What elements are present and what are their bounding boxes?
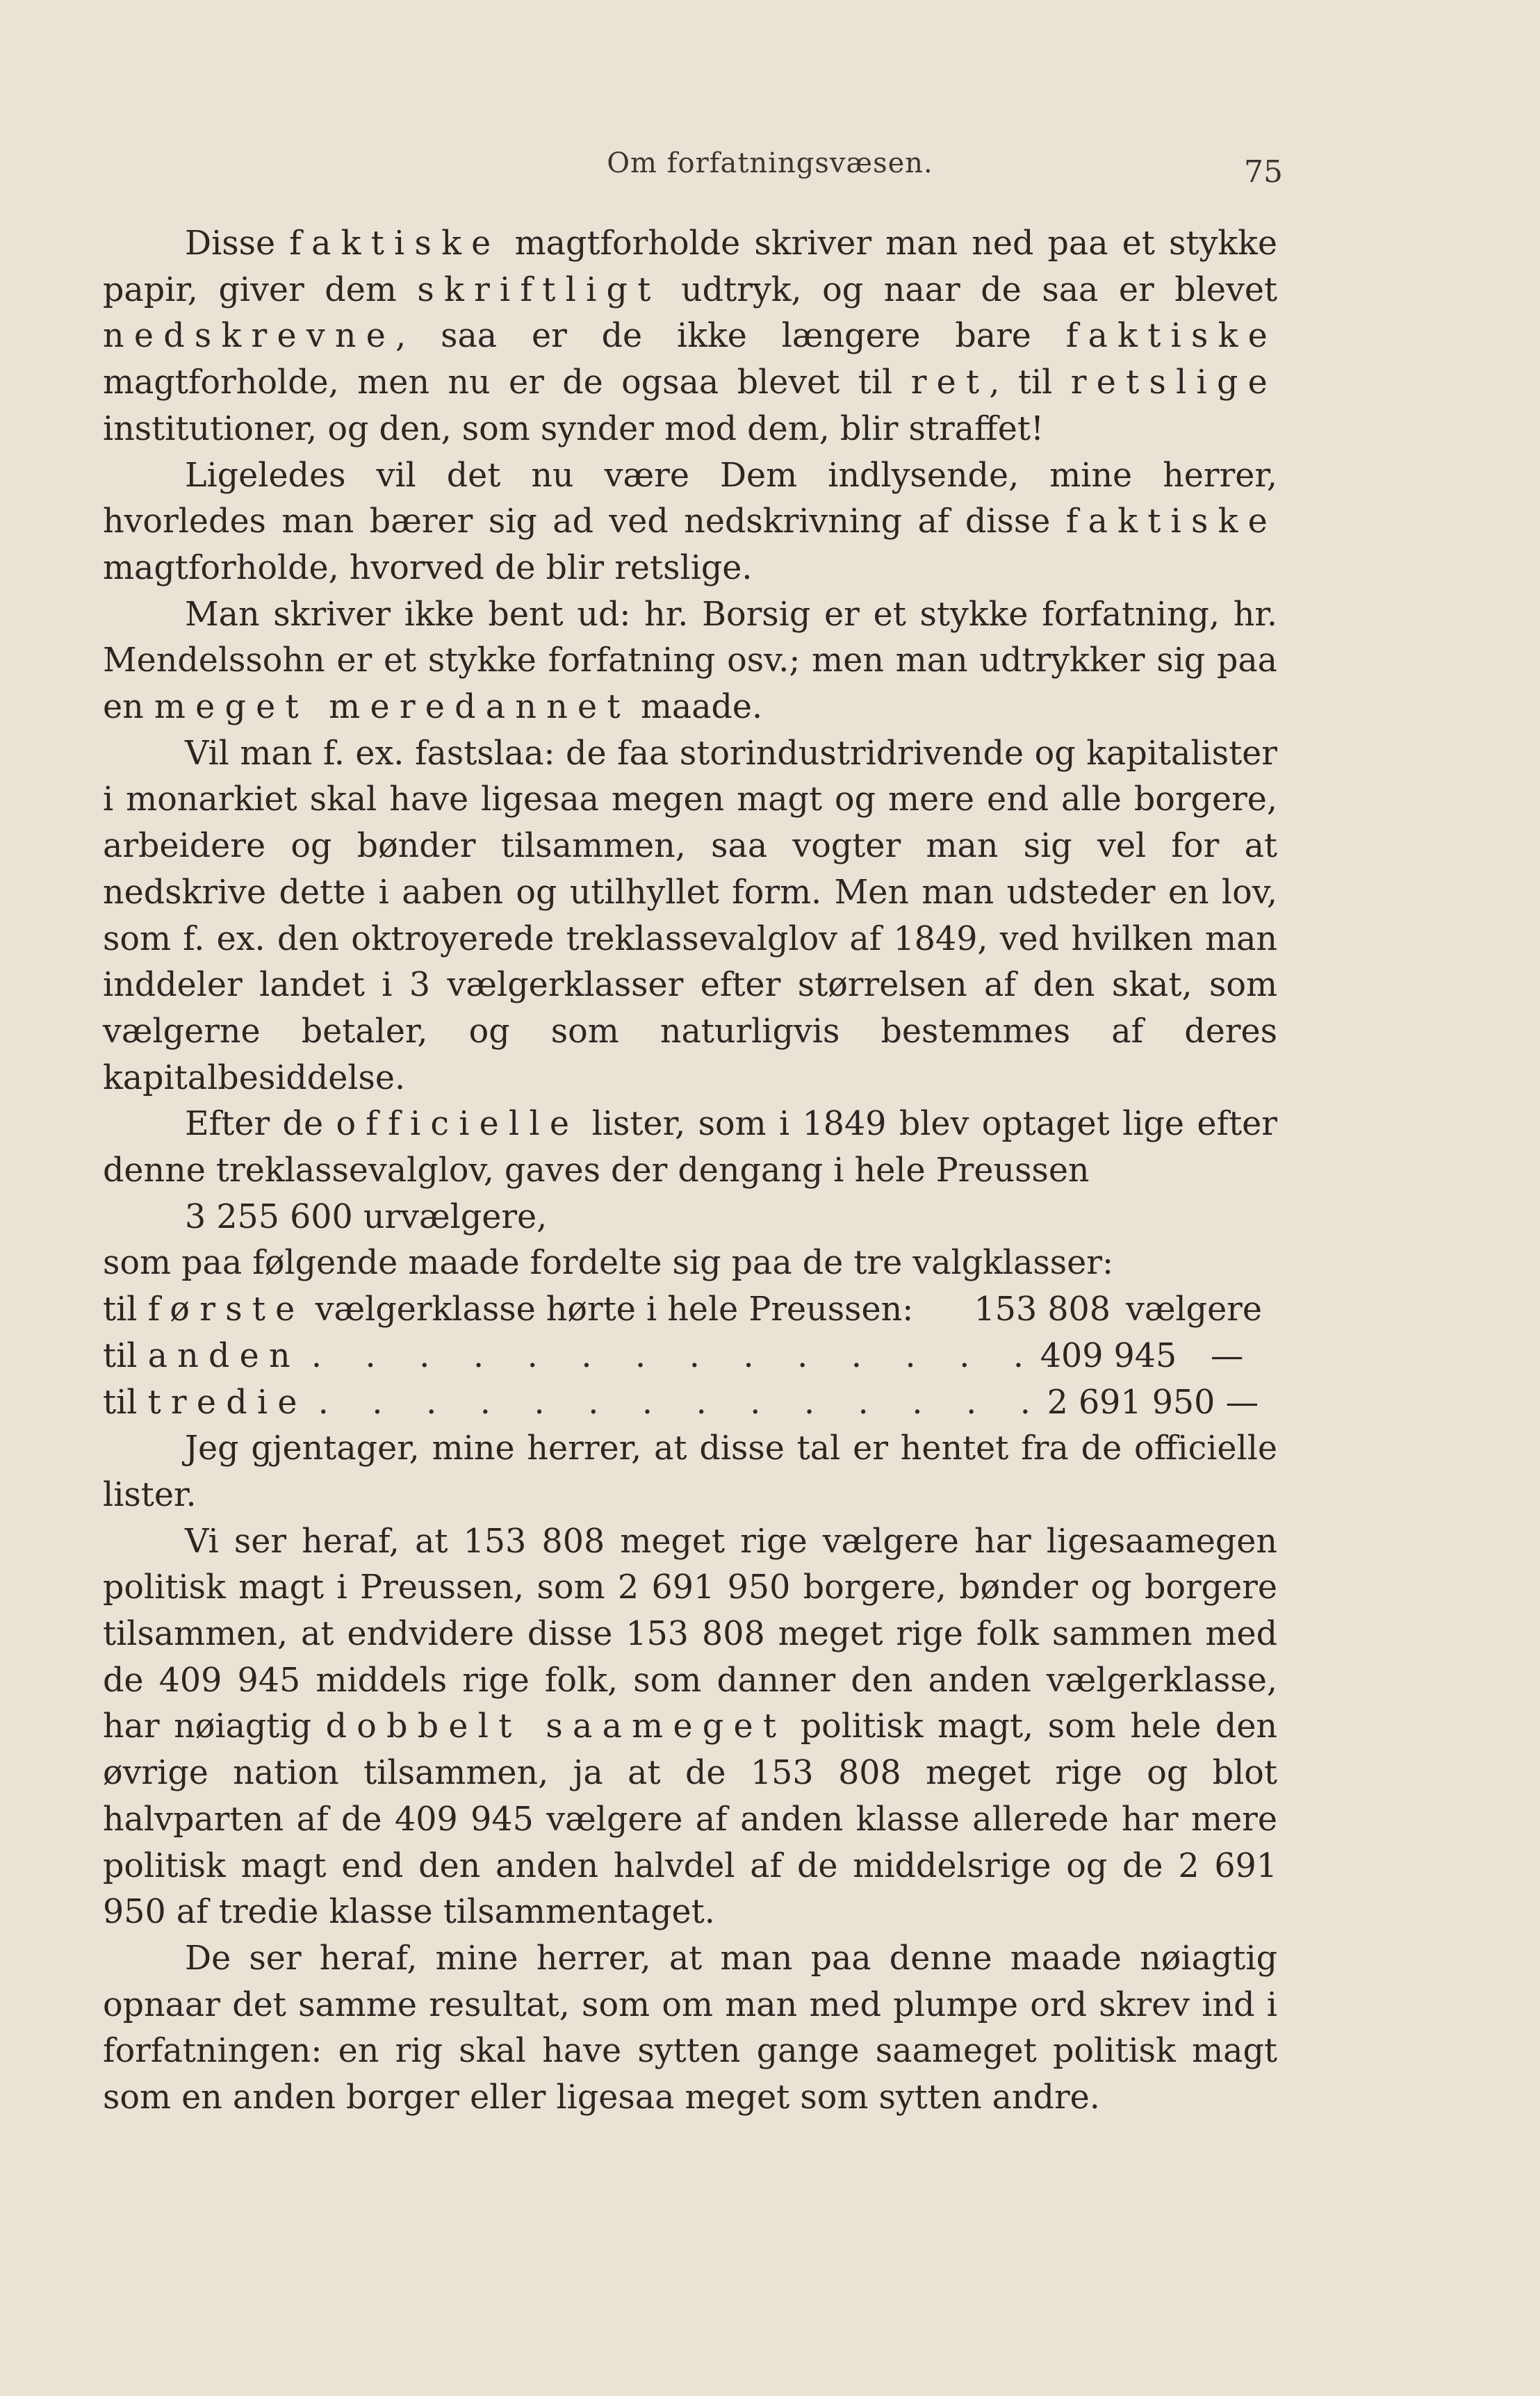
running-head: Om forfatningsvæsen. [607, 147, 933, 179]
body-text [103, 221, 1277, 2122]
paragraph-1 [103, 221, 1277, 453]
page-number: 75 [1244, 154, 1283, 190]
spaced-emphasis: retslige [1070, 363, 1277, 402]
text-run: magtforholde skriver man ned paa et stykke papir, giver dem [103, 224, 1277, 309]
text-run: , til [989, 363, 1071, 402]
text-run: vælgerklasse hørte i hele Preussen: [304, 1290, 914, 1329]
voters-count: 409 945 [1040, 1336, 1177, 1375]
distribution-intro: som paa følgende maade fordelte sig paa de tre valgklasser: [103, 1244, 1113, 1283]
voters-suffix: — [1210, 1336, 1244, 1375]
text-run: til [103, 1336, 148, 1375]
text-run: maade. [630, 688, 763, 727]
spaced-emphasis: faktiske [1065, 502, 1277, 541]
paragraph-6: Jeg gjentager, mine herrer, at disse tal er hentet fra de officielle lister. [103, 1429, 1277, 1514]
text-run: magtforholde, hvorved de blir retslige. [103, 548, 753, 587]
voters-class-label [103, 1287, 913, 1334]
paragraph-3 [103, 592, 1277, 731]
text-run: Vi ser heraf, at 153 808 meget rige vælgere har ligesaamegen politisk magt i Preussen, som 2 691 950 borgere, bønder og borgere tilsammen, at endvidere disse 153 808 meget rige folk sammen med de 409 945 middels rige folk, som danner den anden vælgerklasse, har nøiagtig [103, 1522, 1277, 1746]
text-run: lister, som i 1849 blev optaget lige efter denne treklassevalglov, gaves der dengang i hele Preussen [103, 1105, 1278, 1190]
leader-dots: . . . . . . . . . . . . . . [311, 1336, 1040, 1375]
text-run: politisk magt, som hele den øvrige nation tilsammen, ja at de 153 808 meget rige og blot halvparten af de 409 945 vælgere af anden klasse allerede har mere politisk magt end den anden halvdel af de middelsrige og de 2 691 950 af tredie klasse tilsammentaget. [103, 1707, 1278, 1932]
text-run: til [103, 1290, 148, 1329]
voters-class-label [103, 1334, 300, 1380]
class-name: tredie [147, 1383, 307, 1422]
voters-suffix: vælgere [1125, 1290, 1262, 1329]
paragraph-5 [103, 1101, 1277, 1194]
text-run: Ligeledes vil det nu være Dem indlysende, mine herrer, hvorledes man bærer sig ad ved nedskrivning af disse [103, 456, 1277, 541]
text-run: udtryk, og naar de saa er blevet [660, 270, 1278, 309]
voters-count: 2 691 950 [1047, 1383, 1215, 1422]
voters-row [103, 1380, 1277, 1427]
spaced-emphasis: officielle [336, 1105, 580, 1144]
text-run: til [103, 1383, 148, 1422]
paragraph-4: Vil man f. ex. fastslaa: de faa storindustridrivende og kapitalister i monarkiet skal have ligesaa megen magt og mere end alle borgere, arbeidere og bønder tilsammen, saa vogter man sig vel for at nedskrive dette i aaben og utilhyllet form. Men man udsteder en lov, som f. ex. den oktroyerede treklassevalglov af 1849, ved hvilken man inddeler landet i 3 vælgerklasser efter størrelsen af den skat, som vælgerne betaler, og som naturligvis bestemmes af deres kapitalbesiddelse. [103, 734, 1277, 1097]
spaced-emphasis: faktiske [289, 224, 501, 263]
spaced-emphasis: ret [910, 363, 990, 402]
voters-class-label [103, 1380, 307, 1427]
spaced-emphasis: meget meredannet [154, 688, 630, 727]
text-run: magtforholde, men nu er de ogsaa blevet til [103, 363, 911, 402]
paragraph-2 [103, 453, 1277, 592]
text-run: Man skriver ikke bent ud: hr. Borsig er et stykke forfatning, hr. Mendelssohn er et stykke forfatning osv.; men man udtrykker sig paa en [103, 595, 1277, 727]
text-run: , saa er de ikke længere bare [395, 317, 1066, 356]
class-name: anden [147, 1336, 300, 1375]
voters-count: 153 808 [974, 1290, 1111, 1329]
spaced-emphasis: dobbelt saameget [325, 1707, 787, 1746]
text-run: Disse [185, 224, 290, 263]
voters-suffix: — [1225, 1383, 1259, 1422]
class-name: første [147, 1290, 305, 1329]
spaced-emphasis: faktiske [1065, 317, 1277, 356]
text-run: institutioner, og den, som synder mod dem, blir straffet! [103, 409, 1045, 448]
paragraph-8: De ser heraf, mine herrer, at man paa denne maade nøiagtig opnaar det samme resultat, som om man med plumpe ord skrev ind i forfatningen: en rig skal have sytten gange saameget politisk magt som en anden borger eller ligesaa meget som sytten andre. [103, 1939, 1277, 2117]
total-voters-line: 3 255 600 urvælgere, [185, 1197, 548, 1236]
spaced-emphasis: nedskrevne [103, 317, 396, 356]
voters-row [103, 1334, 1277, 1380]
voters-table [103, 1287, 1277, 1426]
paragraph-7 [103, 1519, 1277, 1936]
text-run: Efter de [185, 1105, 336, 1144]
leader-dots: . . . . . . . . . . . . . . [318, 1383, 1047, 1422]
voters-row [103, 1287, 1277, 1334]
spaced-emphasis: skriftligt [417, 270, 661, 309]
